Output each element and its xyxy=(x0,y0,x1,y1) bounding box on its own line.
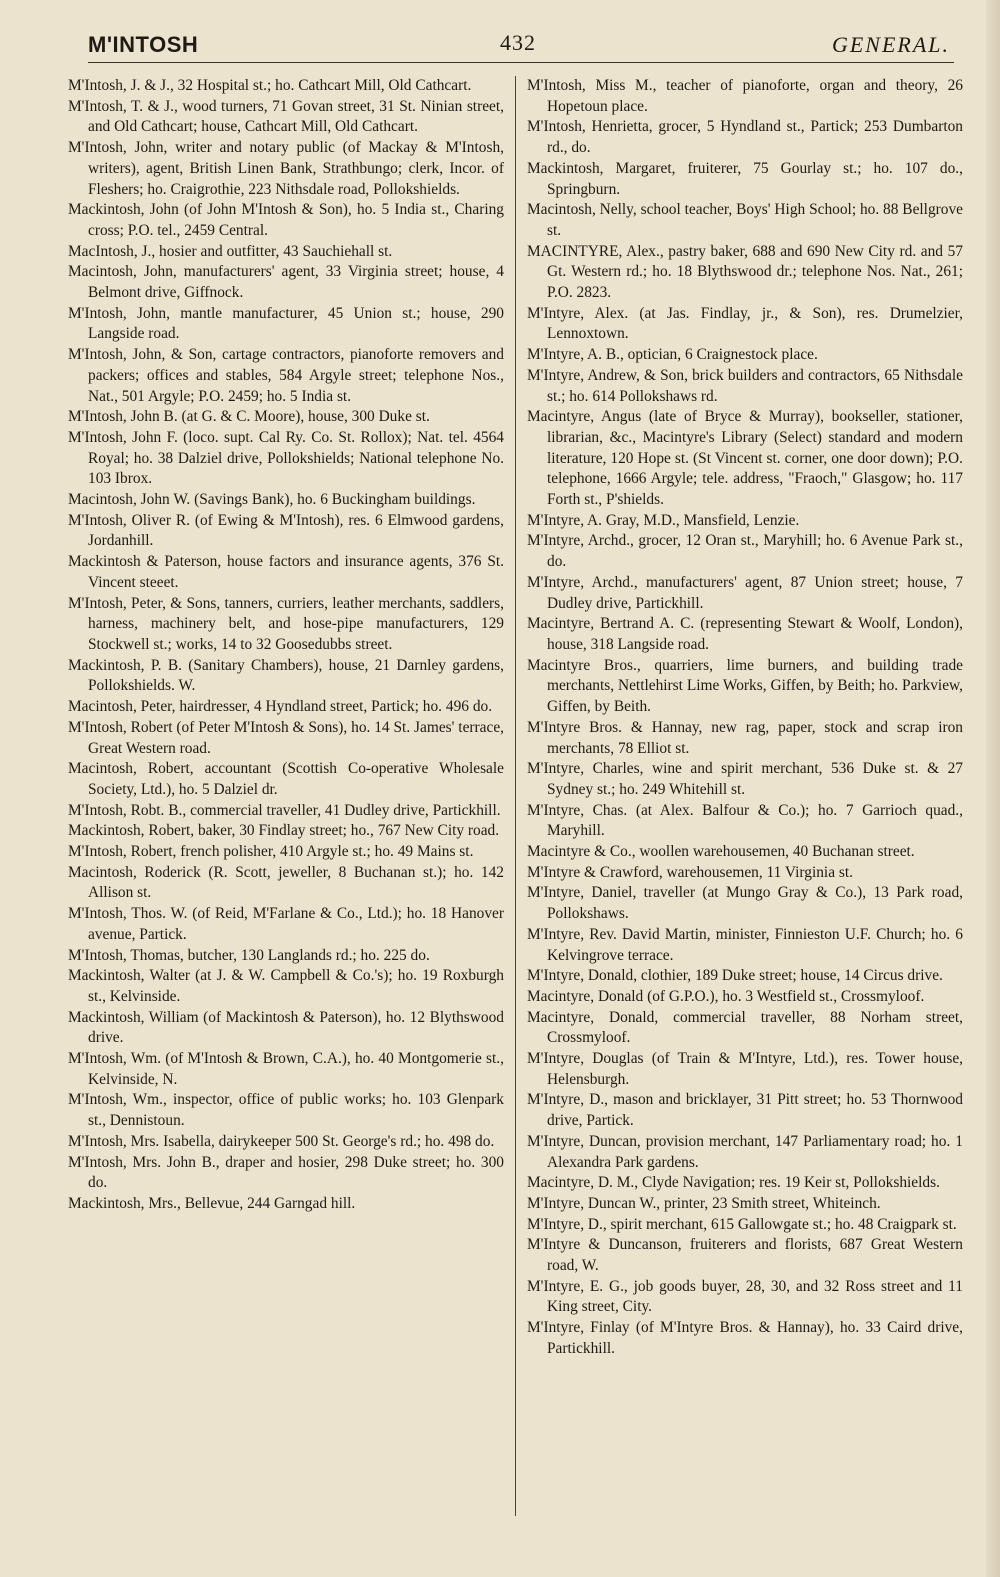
directory-entry: M'Intyre, Donald, clothier, 189 Duke street; house, 14 Circus drive. xyxy=(527,967,943,985)
directory-entry: M'Intosh, Mrs. John B., draper and hosier, 298 Duke street; ho. 300 do. xyxy=(68,1153,504,1192)
page-number: 432 xyxy=(500,30,536,55)
directory-entry: M'Intosh, John B. (at G. & C. Moore), house, 300 Duke st. xyxy=(68,408,430,426)
directory-entry: M'Intyre & Duncanson, fruiterers and florists, 687 Great Western road, W. xyxy=(527,1236,963,1275)
directory-entry: M'Intosh, J. & J., 32 Hospital st.; ho. Cathcart Mill, Old Cathcart. xyxy=(68,77,472,94)
directory-entry: Mackintosh, Robert, baker, 30 Findlay street; ho., 767 New City road. xyxy=(68,822,500,840)
directory-entry: M'Intyre, E. G., job goods buyer, 28, 30, and 32 Ross street and 11 King street, City. xyxy=(527,1277,963,1316)
directory-entry: M'Intyre, Rev. David Martin, minister, Finnieston U.F. Church; ho. 6 Kelvingrove terrace. xyxy=(527,925,963,964)
directory-entry: Mackintosh & Paterson, house factors and insurance agents, 376 St. Vincent steeet. xyxy=(68,553,504,591)
directory-entry: M'Intosh, John, writer and notary public (of Mackay & M'Intosh, writers), agent, British Linen Bank, Strathbungo; clerk, Incor. of Fleshers; ho. Craigrothie, 223 Nithsdale road, Pollokshields. xyxy=(68,139,504,198)
directory-entry: Macintyre, D. M., Clyde Navigation; res. 19 Keir st, Pollokshields. xyxy=(527,1174,940,1192)
directory-entry: M'Intosh, T. & J., wood turners, 71 Govan street, 31 St. Ninian street, and Old Cathcart; house, Cathcart Mill, Old Cathcart. xyxy=(68,97,504,136)
directory-entry: M'Intyre, Charles, wine and spirit merchant, 536 Duke st. & 27 Sydney st.; ho. 249 Whitehill st. xyxy=(527,760,963,798)
directory-entry: M'Intosh, John F. (loco. supt. Cal Ry. Co. St. Rollox); Nat. tel. 4564 Royal; ho. 38 Dalziel drive, Pollokshields; National telephone No. 103 Ibrox. xyxy=(68,428,504,488)
directory-entry: M'Intyre, Daniel, traveller (at Mungo Gray & Co.), 13 Park road, Pollokshaws. xyxy=(527,884,963,923)
directory-entry: Macintyre & Co., woollen warehousemen, 40 Buchanan street. xyxy=(527,843,915,861)
directory-entry: Macintyre, Bertrand A. C. (representing Stewart & Woolf, London), house, 318 Langside road. xyxy=(527,615,963,653)
directory-entry: M'Intosh, Henrietta, grocer, 5 Hyndland st., Partick; 253 Dumbarton rd., do. xyxy=(527,118,963,157)
directory-entry: Mackintosh, Mrs., Bellevue, 244 Garngad hill. xyxy=(68,1194,356,1212)
directory-entry: Macintyre Bros., quarriers, lime burners, and building trade merchants, Nettlehirst Lime Works, Giffen, by Beith; ho. Parkview, Giffen, by Beith. xyxy=(527,656,963,716)
directory-entry: Macintosh, Roderick (R. Scott, jeweller, 8 Buchanan st.); ho. 142 Allison st. xyxy=(68,863,504,902)
directory-entry: M'Intyre, Finlay (of M'Intyre Bros. & Hannay), ho. 33 Caird drive, Partickhill. xyxy=(527,1319,963,1357)
page-edge xyxy=(986,0,1000,1577)
directory-entry: Macintosh, Nelly, school teacher, Boys' High School; ho. 88 Bellgrove st. xyxy=(527,201,963,239)
directory-entry: M'Intyre, Archd., manufacturers' agent, 87 Union street; house, 7 Dudley drive, Partickhill. xyxy=(527,573,963,612)
directory-entry: M'Intyre, Duncan, provision merchant, 147 Parliamentary road; ho. 1 Alexandra Park gardens. xyxy=(527,1132,963,1171)
directory-entry: M'Intosh, John, mantle manufacturer, 45 Union st.; house, 290 Langside road. xyxy=(68,304,504,343)
directory-entry: MacIntosh, J., hosier and outfitter, 43 Sauchiehall st. xyxy=(68,242,393,260)
directory-entry: M'Intosh, John, & Son, cartage contractors, pianoforte removers and packers; offices and stables, 584 Argyle street; telephone Nos., Nat., 501 Argyle; P.O. 2459; ho. 5 India st. xyxy=(68,346,504,405)
directory-entry: M'Intyre, Chas. (at Alex. Balfour & Co.); ho. 7 Garrioch quad., Maryhill. xyxy=(527,801,963,840)
directory-entry: Macintyre, Donald, commercial traveller, 88 Norham street, Crossmyloof. xyxy=(527,1008,963,1047)
directory-entry: Mackintosh, Walter (at J. & W. Campbell & Co.'s); ho. 19 Roxburgh st., Kelvinside. xyxy=(68,967,504,1005)
directory-entry: Macintosh, John W. (Savings Bank), ho. 6 Buckingham buildings. xyxy=(68,491,476,509)
directory-entry: Mackintosh, William (of Mackintosh & Paterson), ho. 12 Blythswood drive. xyxy=(68,1008,504,1047)
directory-entry: M'Intyre, Andrew, & Son, brick builders and contractors, 65 Nithsdale st.; ho. 614 Pollokshaws rd. xyxy=(527,366,963,405)
directory-entry: Macintosh, John, manufacturers' agent, 33 Virginia street; house, 4 Belmont drive, Giffnock. xyxy=(68,263,504,302)
directory-entry: M'Intyre, D., mason and bricklayer, 31 Pitt street; ho. 53 Thornwood drive, Partick. xyxy=(527,1091,963,1130)
running-head-surname: M'INTOSH xyxy=(88,32,199,57)
directory-entry: Mackintosh, John (of John M'Intosh & Son), ho. 5 India st., Charing cross; P.O. tel., 2459 Central. xyxy=(68,201,504,239)
directory-entry: Mackintosh, P. B. (Sanitary Chambers), house, 21 Darnley gardens, Pollokshields. W. xyxy=(68,656,504,695)
directory-columns xyxy=(68,76,968,1546)
right-column xyxy=(527,76,963,1546)
directory-entry: M'Intyre, Alex. (at Jas. Findlay, jr., & Son), res. Drumelzier, Lennoxtown. xyxy=(527,304,963,343)
directory-entry: M'Intosh, Wm. (of M'Intosh & Brown, C.A.), ho. 40 Montgomerie st., Kelvinside, N. xyxy=(68,1050,504,1088)
directory-entry: M'Intosh, Robert, french polisher, 410 Argyle st.; ho. 49 Mains st. xyxy=(68,843,474,861)
directory-entry: M'Intosh, Peter, & Sons, tanners, curriers, leather merchants, saddlers, harness, machinery belt, and hose-pipe manufacturers, 129 Stockwell st.; works, 14 to 32 Goosedubbs street. xyxy=(68,594,504,653)
section-title: GENERAL. xyxy=(831,32,950,57)
directory-entry: Macintyre, Donald (of G.P.O.), ho. 3 Westfield st., Crossmyloof. xyxy=(527,987,925,1005)
page-header xyxy=(88,28,950,62)
directory-entry: M'Intosh, Robt. B., commercial traveller, 41 Dudley drive, Partickhill. xyxy=(68,801,501,819)
header-rule xyxy=(88,62,954,63)
directory-entry: M'Intyre, D., spirit merchant, 615 Gallowgate st.; ho. 48 Craigpark st. xyxy=(527,1215,957,1233)
directory-entry: Macintosh, Robert, accountant (Scottish Co-operative Wholesale Society, Ltd.), ho. 5 Dalziel dr. xyxy=(68,760,504,798)
directory-entry: M'Intosh, Miss M., teacher of pianoforte, organ and theory, 26 Hopetoun place. xyxy=(527,77,963,115)
directory-entry: M'Intosh, Thos. W. (of Reid, M'Farlane & Co., Ltd.); ho. 18 Hanover avenue, Partick. xyxy=(68,905,504,943)
directory-entry: M'Intyre, A. B., optician, 6 Craignestock place. xyxy=(527,346,818,364)
directory-entry: M'Intyre, Douglas (of Train & M'Intyre, Ltd.), res. Tower house, Helensburgh. xyxy=(527,1050,963,1088)
directory-entry: Mackintosh, Margaret, fruiterer, 75 Gourlay st.; ho. 107 do., Springburn. xyxy=(527,159,963,198)
directory-entry: M'Intosh, Oliver R. (of Ewing & M'Intosh), res. 6 Elmwood gardens, Jordanhill. xyxy=(68,511,504,550)
directory-entry: M'Intosh, Thomas, butcher, 130 Langlands rd.; ho. 225 do. xyxy=(68,946,430,964)
directory-entry: Macintyre, Angus (late of Bryce & Murray), bookseller, stationer, librarian, &c., Macintyre's Library (Select) standard and modern literature, 120 Hope st. (St Vincent st. corner, one door down); P.O. telephone, 1666 Argyle; tele. address, "Fraoch," Glasgow; ho. 117 Forth st., P'shields. xyxy=(527,408,963,509)
directory-entry: Macintosh, Peter, hairdresser, 4 Hyndland street, Partick; ho. 496 do. xyxy=(68,698,493,716)
directory-entry: M'Intosh, Wm., inspector, office of public works; ho. 103 Glenpark st., Dennistoun. xyxy=(68,1091,504,1130)
directory-entry: MACINTYRE, Alex., pastry baker, 688 and 690 New City rd. and 57 Gt. Western rd.; ho. 18 Blythswood dr.; telephone Nos. Nat., 261; P.O. 2823. xyxy=(527,242,963,302)
left-column xyxy=(68,76,504,1546)
directory-entry: M'Intyre & Crawford, warehousemen, 11 Virginia st. xyxy=(527,863,853,881)
directory-entry: M'Intosh, Mrs. Isabella, dairykeeper 500 St. George's rd.; ho. 498 do. xyxy=(68,1132,495,1150)
directory-entry: M'Intyre, A. Gray, M.D., Mansfield, Lenzie. xyxy=(527,511,800,529)
directory-entry: M'Intosh, Robert (of Peter M'Intosh & Sons), ho. 14 St. James' terrace, Great Western road. xyxy=(68,718,504,757)
directory-entry: M'Intyre, Archd., grocer, 12 Oran st., Maryhill; ho. 6 Avenue Park st., do. xyxy=(527,532,963,571)
directory-entry: M'Intyre, Duncan W., printer, 23 Smith street, Whiteinch. xyxy=(527,1194,881,1212)
column-divider xyxy=(515,76,516,1516)
directory-entry: M'Intyre Bros. & Hannay, new rag, paper, stock and scrap iron merchants, 78 Elliot st. xyxy=(527,718,963,757)
